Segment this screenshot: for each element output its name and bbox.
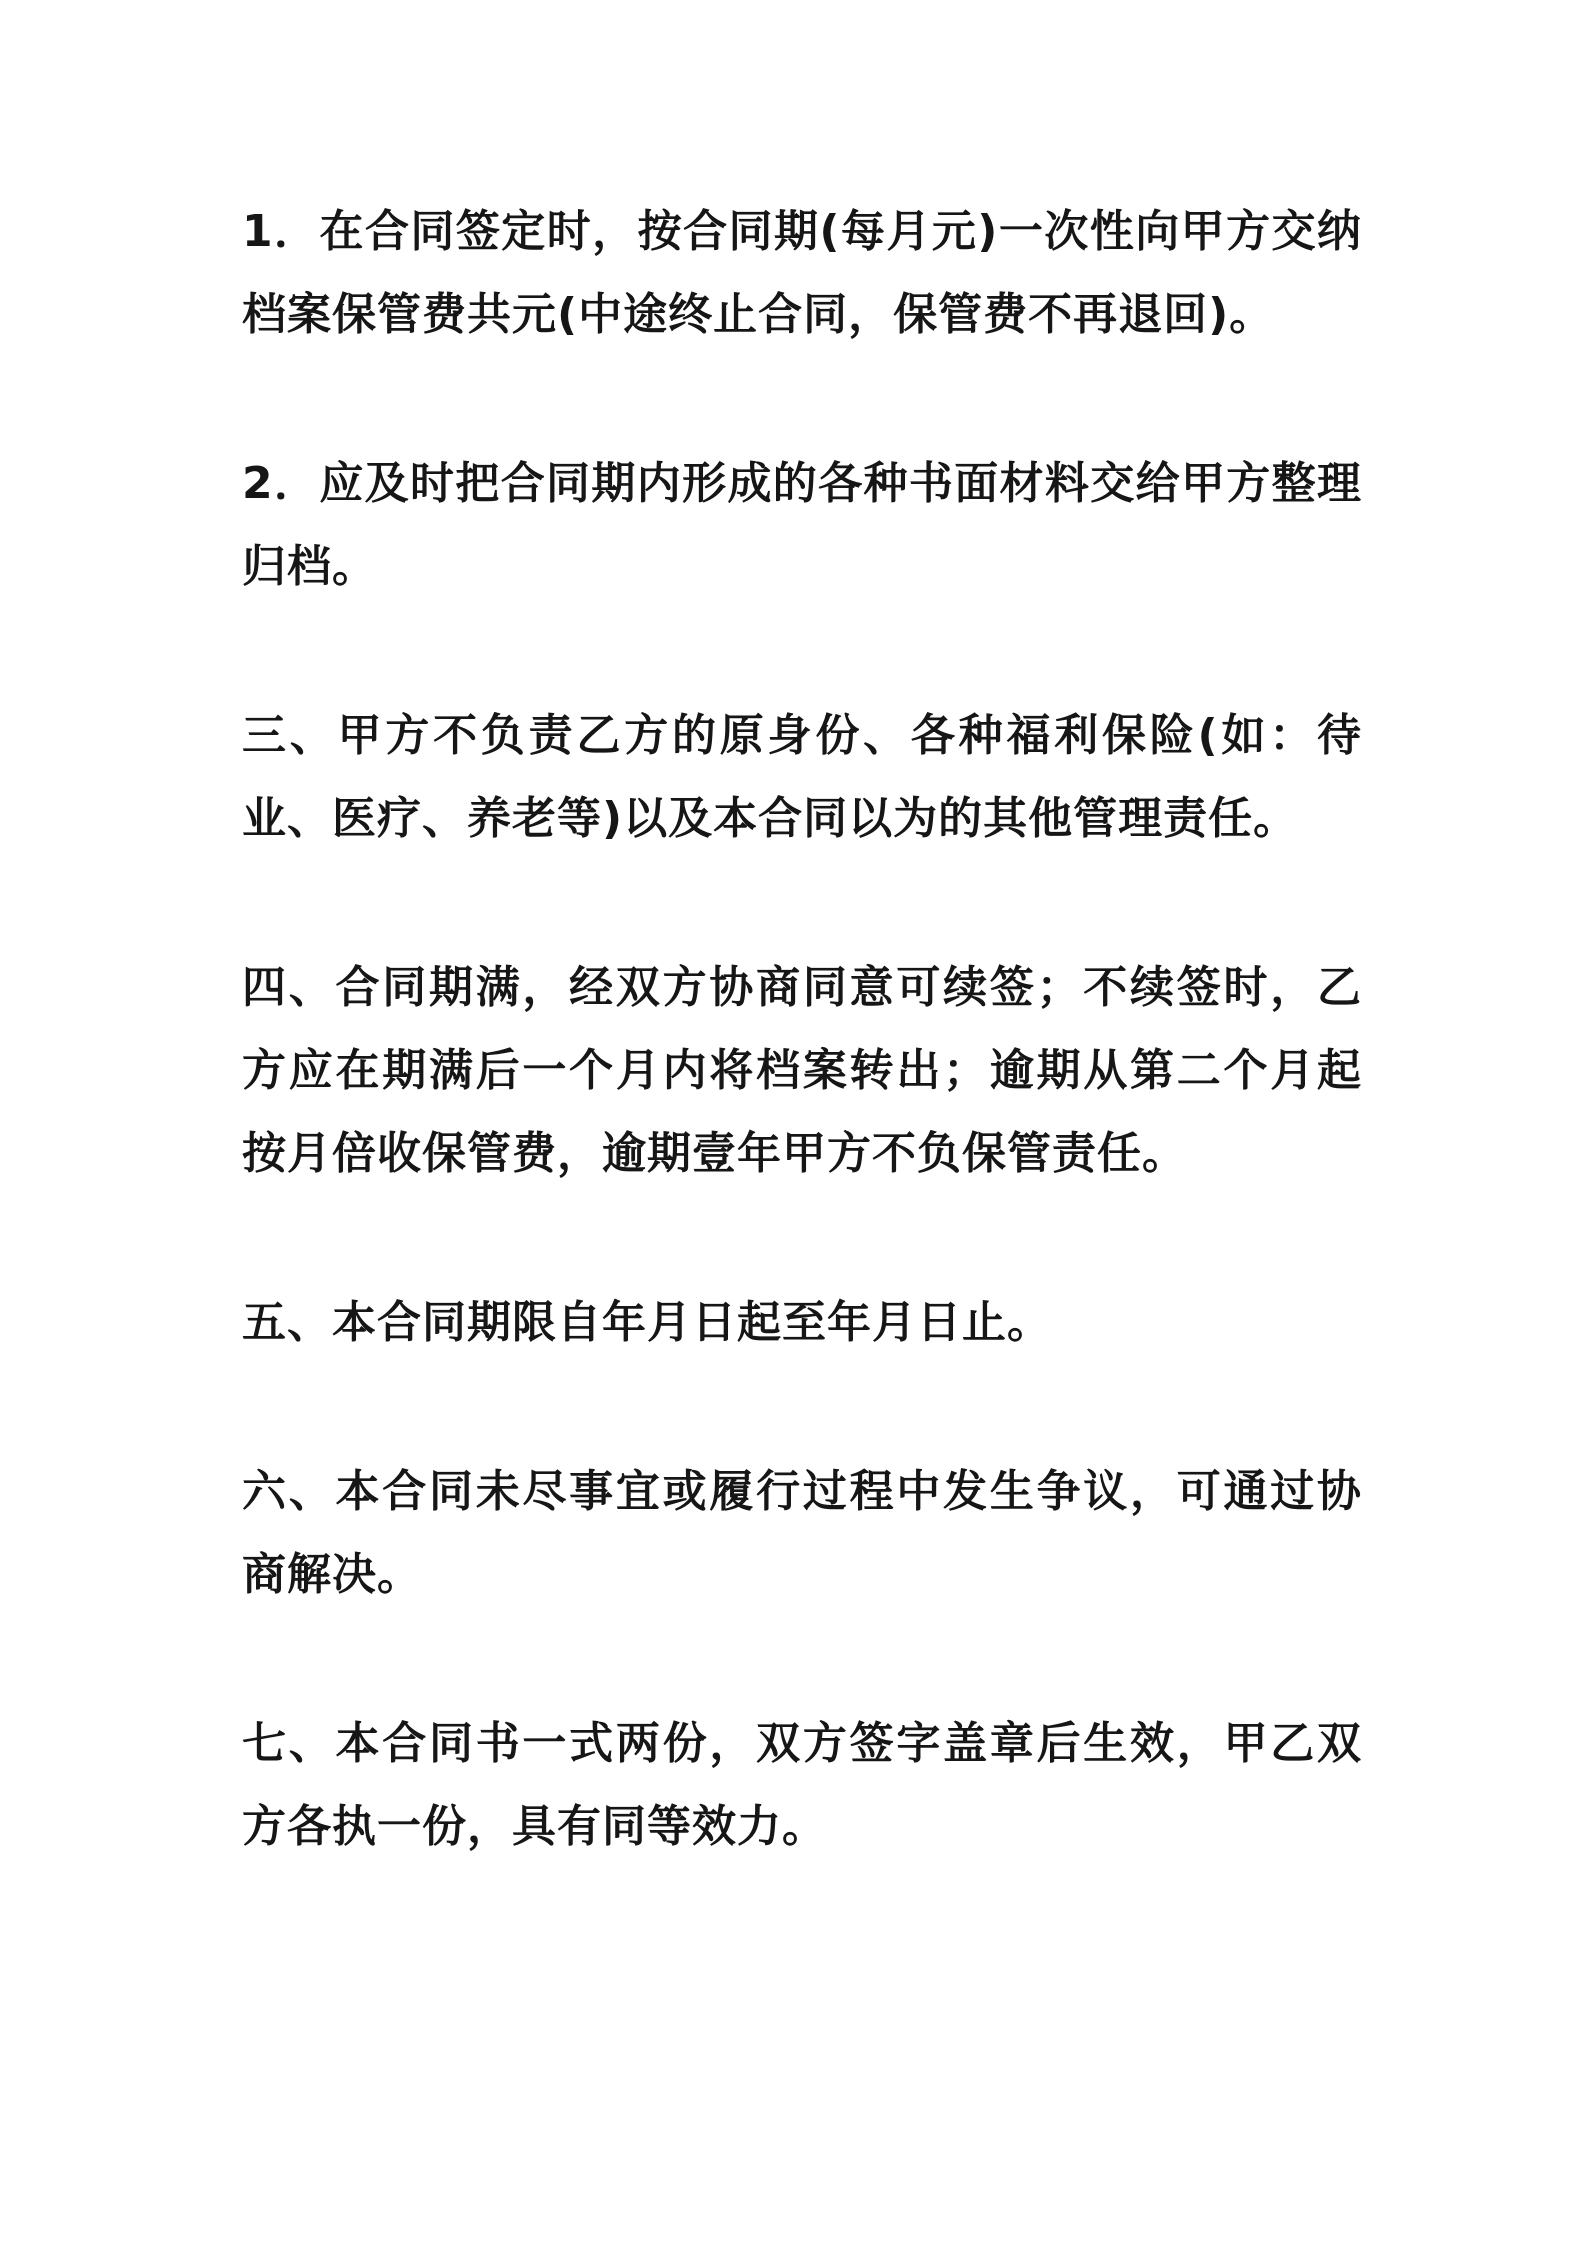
clause-6-dispute-resolution: 六、本合同未尽事宜或履行过程中发生争议，可通过协商解决。 <box>242 1466 1362 1600</box>
clause-4-contract-renewal: 四、合同期满，经双方协商同意可续签；不续签时，乙方应在期满后一个月内将档案转出；逾期从第二个月起按月倍收保管费，逾期壹年甲方不负保管责任。 <box>242 962 1362 1179</box>
clause-3-liability-exclusion: 三、甲方不负责乙方的原身份、各种福利保险(如：待业、医疗、养老等)以及本合同以为的其他管理责任。 <box>242 710 1362 844</box>
clause-2-materials-submission: 2．应及时把合同期内形成的各种书面材料交给甲方整理归档。 <box>242 458 1362 592</box>
document-body <box>242 190 1362 1954</box>
clause-5-contract-term: 五、本合同期限自年月日起至年月日止。 <box>242 1297 1052 1348</box>
clause-7-copies-effectiveness: 七、本合同书一式两份，双方签字盖章后生效，甲乙双方各执一份，具有同等效力。 <box>242 1718 1362 1852</box>
clause-1-fee-payment: 1．在合同签定时，按合同期(每月元)一次性向甲方交纳档案保管费共元(中途终止合同，保管费不再退回)。 <box>242 206 1362 340</box>
